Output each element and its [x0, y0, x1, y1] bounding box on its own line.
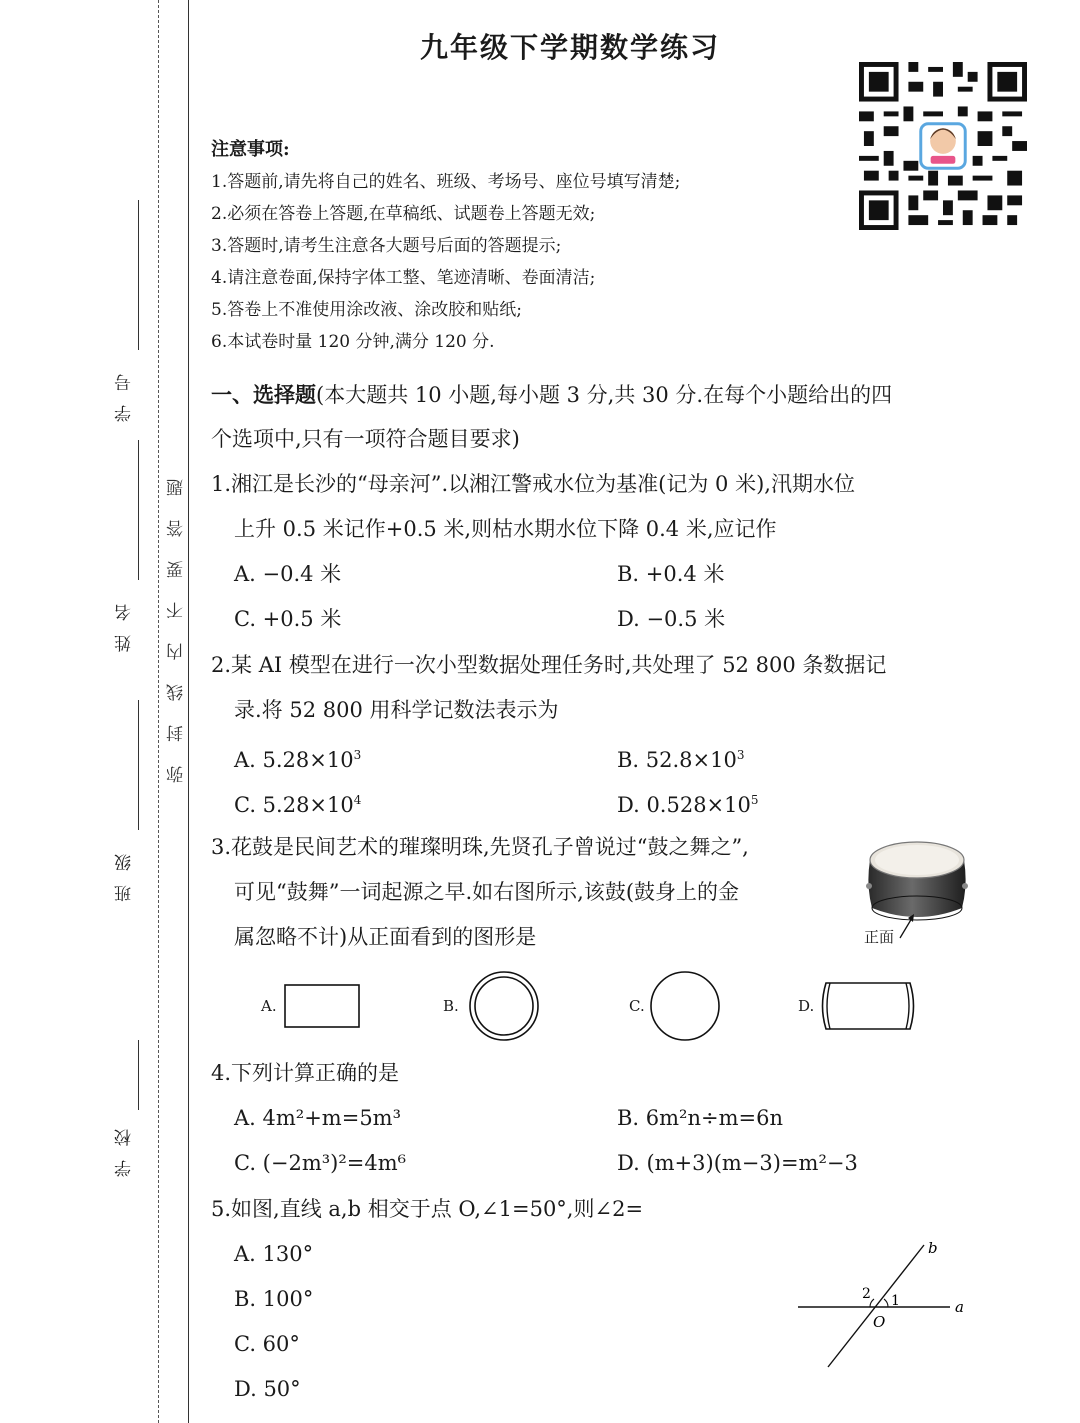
question-3-option-c-circle[interactable]: [648, 970, 722, 1042]
question-1-stem-cont: 上升 0.5 米记作+0.5 米,则枯水期水位下降 0.4 米,应记作: [234, 517, 777, 541]
seal-warning: 弥封线内不要答题: [167, 455, 187, 783]
question-2-option-a[interactable]: [234, 733, 361, 783]
option-text: A. 5.28×10: [234, 748, 354, 772]
question-5-option-b[interactable]: B. 100°: [234, 1287, 314, 1311]
question-3-option-b-label[interactable]: B.: [443, 997, 459, 1015]
school-field: [100, 1040, 140, 1180]
drum-front-caption: 正面: [864, 928, 895, 946]
notes-item: 3.答题时,请考生注意各大题号后面的答题提示;: [211, 236, 562, 256]
name-field: [100, 440, 140, 680]
question-2-stem: 2.某 AI 模型在进行一次小型数据处理任务时,共处理了 52 800 条数据记: [211, 653, 887, 677]
section-one-header: [211, 372, 892, 418]
exponent: 4: [353, 793, 362, 807]
notes-item: 5.答卷上不准使用涂改液、涂改胶和贴纸;: [211, 300, 522, 320]
intersecting-lines-figure: [790, 1235, 980, 1375]
angle-1-arc: [884, 1299, 888, 1307]
question-5-stem: 5.如图,直线 a,b 相交于点 O,∠1=50°,则∠2=: [211, 1197, 644, 1221]
option-text: B. 52.8×10: [617, 748, 737, 772]
question-3-option-a-rectangle[interactable]: [282, 982, 362, 1030]
notes-block: [211, 134, 831, 358]
question-1-option-b[interactable]: B. +0.4 米: [617, 562, 725, 586]
name-label: 姓名: [115, 590, 135, 652]
page-title: 九年级下学期数学练习: [419, 31, 720, 64]
question-2-option-c[interactable]: [234, 778, 361, 828]
question-3-stem-cont2: 属忽略不计)从正面看到的图形是: [234, 925, 537, 949]
school-label: 学校: [115, 1115, 135, 1177]
question-3-option-d-label[interactable]: D.: [798, 997, 815, 1015]
qr-code[interactable]: [858, 62, 1028, 230]
question-3-option-d-barrel[interactable]: [818, 980, 918, 1032]
class-label: 班级: [115, 840, 135, 902]
option-text: D. 0.528×10: [617, 793, 751, 817]
question-5-option-d[interactable]: D. 50°: [234, 1377, 301, 1401]
section-one-description: (本大题共 10 小题,每小题 3 分,共 30 分.在每个小题给出的四: [316, 383, 893, 407]
angle-2-label: 2: [862, 1286, 871, 1302]
exponent: 3: [353, 748, 362, 762]
question-4-stem: 4.下列计算正确的是: [211, 1061, 400, 1085]
question-3-stem: 3.花鼓是民间艺术的璀璨明珠,先贤孔子曾说过“鼓之舞之”,: [211, 835, 749, 859]
notes-item: 6.本试卷时量 120 分钟,满分 120 分.: [211, 332, 495, 352]
notes-item: 2.必须在答卷上答题,在草稿纸、试题卷上答题无效;: [211, 204, 596, 224]
question-5-option-c[interactable]: C. 60°: [234, 1332, 300, 1356]
question-3-option-c-label[interactable]: C.: [629, 997, 645, 1015]
question-5-option-a[interactable]: A. 130°: [234, 1242, 314, 1266]
option-text: C. 5.28×10: [234, 793, 354, 817]
student-number-label: 学号: [115, 360, 135, 422]
exponent: 3: [736, 748, 745, 762]
question-1-option-a[interactable]: A. −0.4 米: [234, 562, 342, 586]
question-2-option-b[interactable]: [617, 733, 745, 783]
section-one-title: 一、选择题: [211, 382, 316, 407]
class-underline[interactable]: [138, 700, 139, 830]
question-1-option-d[interactable]: D. −0.5 米: [617, 607, 726, 631]
question-4-option-b[interactable]: B. 6m²n÷m=6n: [617, 1106, 783, 1130]
question-3-option-b-double-circle[interactable]: [467, 970, 541, 1042]
section-one-description-cont: 个选项中,只有一项符合题目要求): [211, 427, 520, 451]
binding-dashed-line: [158, 0, 159, 1423]
question-4-option-c[interactable]: C. (−2m³)²=4m⁶: [234, 1151, 407, 1175]
angle-1-label: 1: [891, 1293, 900, 1309]
notes-heading: 注意事项:: [211, 139, 290, 160]
line-b: [828, 1245, 924, 1367]
question-3-option-a-label[interactable]: A.: [261, 997, 277, 1015]
question-2-option-d[interactable]: [617, 778, 759, 828]
question-1-option-c[interactable]: C. +0.5 米: [234, 607, 342, 631]
notes-item: 1.答题前,请先将自己的姓名、班级、考场号、座位号填写清楚;: [211, 172, 681, 192]
point-o-label: O: [873, 1313, 886, 1331]
question-2-stem-cont: 录.将 52 800 用科学记数法表示为: [234, 698, 559, 722]
question-4-option-d[interactable]: D. (m+3)(m−3)=m²−3: [617, 1151, 858, 1175]
notes-item: 4.请注意卷面,保持字体工整、笔迹清晰、卷面清洁;: [211, 268, 596, 288]
question-3-stem-cont: 可见“鼓舞”一词起源之早.如右图所示,该鼓(鼓身上的金: [234, 880, 740, 904]
question-4-option-a[interactable]: A. 4m²+m=5m³: [234, 1106, 402, 1130]
line-a-label: a: [955, 1298, 964, 1316]
exponent: 5: [750, 793, 759, 807]
student-number-underline[interactable]: [138, 200, 139, 350]
school-underline[interactable]: [138, 1040, 139, 1110]
class-field: [100, 700, 140, 940]
name-underline[interactable]: [138, 440, 139, 580]
student-number-field: [100, 200, 140, 430]
line-b-label: b: [928, 1239, 938, 1257]
question-1-stem: 1.湘江是长沙的“母亲河”.以湘江警戒水位为基准(记为 0 米),汛期水位: [211, 472, 855, 496]
